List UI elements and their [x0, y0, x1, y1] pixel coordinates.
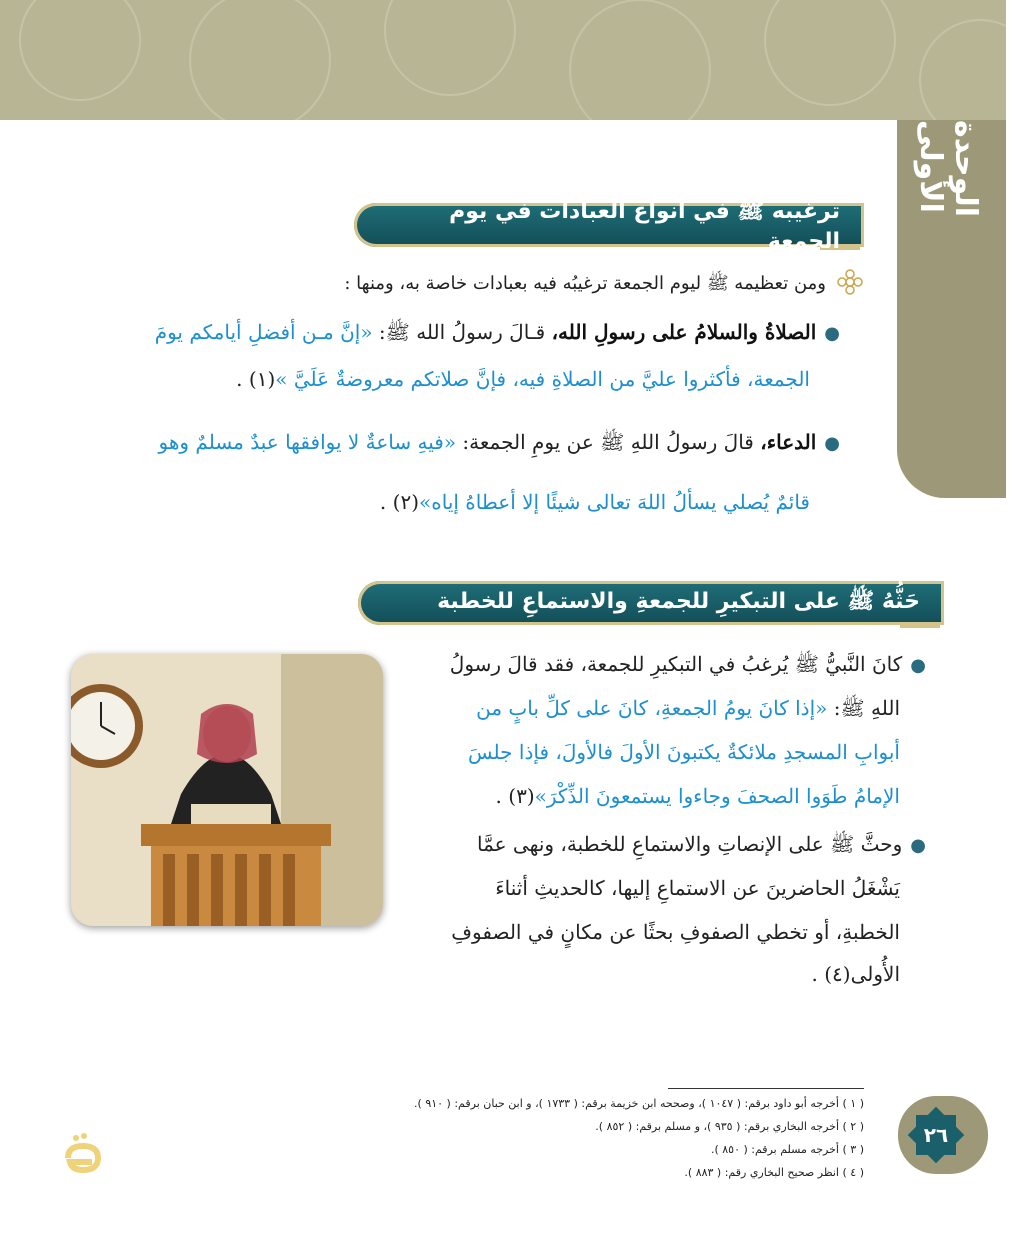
item2-text: قالَ رسولُ اللهِ ﷺ عن يومِ الجمعة:	[456, 430, 761, 454]
item1-text: قـالَ رسولُ الله ﷺ:	[372, 320, 552, 344]
flower-ornament-icon	[836, 268, 864, 296]
publisher-logo-icon	[58, 1128, 108, 1178]
section1-intro: ومن تعظيمه ﷺ ليوم الجمعة ترغيبُه فيه بعبادات خاصة به، ومنها :	[344, 273, 826, 294]
section1-item2-line2	[200, 488, 810, 516]
section2-p1-line1	[406, 650, 926, 680]
item2-ref: (٢) .	[379, 490, 420, 514]
p1-line2-quote: «إذا كانَ يومُ الجمعةِ، كانَ على كلِّ بابٍ من	[476, 696, 828, 720]
p1-line4-quote: الإمامُ طَوَوا الصحفَ وجاءوا يستمعونَ الذِّكْرَ»	[534, 784, 900, 808]
p1-line1: كانَ النَّبيُّ ﷺ يُرغبُ في التبكيرِ للجمعة، فقد قالَ رسولُ	[449, 652, 903, 676]
p2-ref: (٤) .	[811, 962, 851, 986]
bullet-icon: ●	[824, 323, 840, 344]
footnote-4: ( ٤ ) انظر صحيح البخاري رقم: ( ٨٨٣ ).	[684, 1166, 864, 1179]
header-decor-band	[0, 0, 1006, 120]
geometric-pattern	[0, 0, 1006, 120]
item1-heading: الصلاةُ والسلامُ على رسولِ الله،	[551, 320, 817, 344]
unit-tab-label: الوحدة الأولى	[913, 120, 983, 218]
bullet-icon: ●	[824, 433, 840, 454]
item2-heading: الدعاء،	[760, 430, 817, 454]
item2-quote-a: «فيهِ ساعةٌ لا يوافقها عبدٌ مسلمٌ وهو	[158, 430, 457, 454]
footnote-3: ( ٣ ) أخرجه مسلم برقم: ( ٨٥٠ ).	[710, 1143, 864, 1156]
footnote-2: ( ٢ ) أخرجه البخاري برقم: ( ٩٣٥ )، و مسلم برقم: ( ٨٥٢ ).	[595, 1120, 864, 1133]
item1-ref: (١) .	[236, 367, 276, 391]
section2-title: حَثُّهُ ﷺ على التبكيرِ للجمعةِ والاستماعِ للخطبة	[437, 589, 920, 614]
section2-p1-line3: أبوابِ المسجدِ ملائكةٌ يكتبونَ الأولَ فالأولَ، فإذا جلسَ	[468, 740, 900, 764]
item1-quote-a: «إنَّ مـن أفضلِ أيامكم يومَ	[154, 320, 373, 344]
section2-p2-line2: يَشْغَلُ الحاضرينَ عن الاستماعِ إليها، كالحديثِ أثناءَ	[495, 876, 900, 900]
section1-item2	[90, 428, 840, 458]
bullet-icon: ●	[910, 655, 926, 676]
footnote-divider	[668, 1088, 864, 1089]
item1-quote-b: الجمعة، فأكثروا عليَّ من الصلاةِ فيه، فإنَّ صلاتكم معروضةٌ عَلَيَّ »	[275, 367, 810, 391]
section2-p2-line4	[700, 960, 900, 988]
section2-p1-line2	[400, 694, 900, 722]
section1-item1-line2	[90, 365, 810, 393]
section2-p1-line4	[440, 782, 900, 810]
p1-line2-text: اللهِ ﷺ:	[827, 696, 900, 720]
footnote-1: ( ١ ) أخرجه أبو داود برقم: ( ١٠٤٧ )، وصححه ابن خزيمة برقم: ( ١٧٣٣ )، و ابن حبان برقم: ( ٩١٠ ).	[414, 1097, 864, 1110]
section-title-banner	[354, 198, 864, 254]
sermon-photo	[71, 654, 383, 926]
p2-line1: وحثَّ ﷺ على الإنصاتِ والاستماعِ للخطبة، ونهى عمَّا	[476, 832, 903, 856]
section2-p2-line3: الخطبةِ، أو تخطي الصفوفِ بحثًا عن مكانٍ في الصفوفِ	[451, 920, 900, 944]
p2-line4: الأُولى	[850, 962, 900, 986]
section2-p2-line1	[406, 830, 926, 860]
page-number: ٢٦	[923, 1123, 949, 1147]
item2-quote-b: قائمٌ يُصلي يسألُ اللهَ تعالى شيئًا إلا أعطاهُ إياه»	[419, 490, 810, 514]
p1-ref: (٣) .	[495, 784, 535, 808]
page-number-badge	[898, 1096, 988, 1174]
bullet-icon: ●	[910, 835, 926, 856]
section1-title: ترغيبه ﷺ في أنواع العبادات في يوم الجمعة	[449, 198, 840, 254]
section1-item1	[90, 318, 840, 348]
section-title-banner	[358, 581, 944, 625]
